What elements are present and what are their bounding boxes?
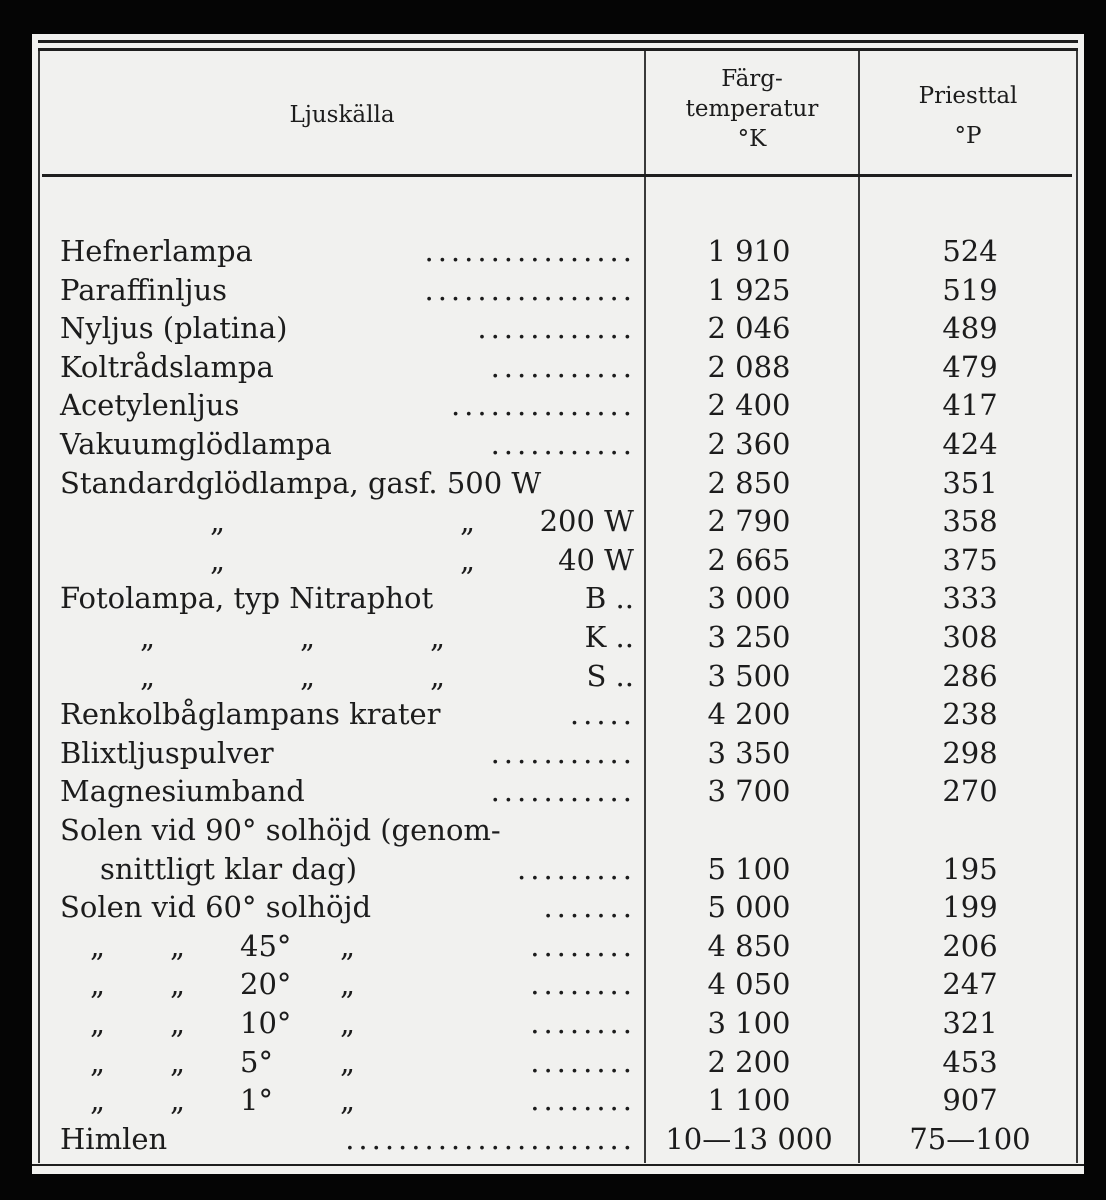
color-temperature-value: 4 050 xyxy=(707,967,791,1002)
header-temp-line1: Färg- xyxy=(721,66,783,92)
row-label: Acetylenljus xyxy=(60,388,240,423)
priest-value: 321 xyxy=(942,1006,998,1040)
table-row xyxy=(32,927,1084,965)
leader-dots: ........ xyxy=(530,1083,636,1118)
ditto-mark: „ xyxy=(430,658,446,693)
priest-value: 489 xyxy=(942,311,998,346)
table-row xyxy=(32,1081,1084,1119)
header-rule xyxy=(42,174,1072,177)
priest-value: 75—100 xyxy=(909,1121,1031,1156)
table-row xyxy=(32,618,1084,656)
ditto-mark: „ xyxy=(340,1044,356,1079)
header-priesttal xyxy=(860,76,1076,156)
table-row xyxy=(32,579,1084,617)
color-temperature-value: 2 046 xyxy=(707,311,791,346)
priest-value: 308 xyxy=(942,620,998,654)
header-ljuskalla: Ljuskälla xyxy=(289,102,395,128)
header-priest-unit: °P xyxy=(954,123,982,149)
priest-value: 424 xyxy=(942,427,998,461)
priest-value: 524 xyxy=(942,234,998,268)
color-temperature-value: 1 910 xyxy=(707,234,791,268)
row-label: Himlen xyxy=(60,1121,168,1156)
leader-dots: ........ xyxy=(530,1006,636,1040)
table-slide xyxy=(32,34,1084,1174)
leader-dots: ........... xyxy=(490,349,636,384)
leader-dots: ........... xyxy=(490,774,636,809)
sun-altitude: 1° xyxy=(240,1083,273,1118)
leader-dots: ..... xyxy=(569,697,636,732)
sun-altitude: 20° xyxy=(240,967,292,1002)
table-row xyxy=(32,1004,1084,1042)
leader-dots: ........... xyxy=(490,735,636,770)
priest-value: 351 xyxy=(942,465,998,500)
ditto-mark: „ xyxy=(90,1006,106,1040)
color-temperature-value: 3 700 xyxy=(707,774,791,809)
priest-value: 479 xyxy=(942,349,998,384)
table-row xyxy=(32,965,1084,1003)
leader-dots: ........ xyxy=(530,967,636,1002)
color-temperature-value: 4 200 xyxy=(707,697,791,732)
table-row xyxy=(32,541,1084,579)
row-suffix: B .. xyxy=(585,581,634,616)
priest-value: 375 xyxy=(942,542,998,577)
color-temperature-value: 10—13 000 xyxy=(665,1121,833,1156)
row-label: Solen vid 60° solhöjd xyxy=(60,890,372,925)
table-row xyxy=(32,657,1084,695)
color-temperature-value: 3 500 xyxy=(707,658,791,693)
row-label: Koltrådslampa xyxy=(60,349,274,384)
ditto-mark: „ xyxy=(210,542,226,577)
leader-dots: .............. xyxy=(450,388,636,423)
color-temperature-value: 3 350 xyxy=(707,735,791,770)
color-temperature-value: 2 088 xyxy=(707,349,791,384)
priest-value: 453 xyxy=(942,1044,998,1079)
priest-value: 907 xyxy=(942,1083,998,1118)
row-suffix: 40 W xyxy=(558,542,634,577)
priest-value: 199 xyxy=(942,890,998,925)
row-label: Magnesiumband xyxy=(60,774,305,809)
table-row xyxy=(32,772,1084,810)
row-label: Blixtljuspulver xyxy=(60,735,274,770)
ditto-mark: „ xyxy=(460,504,476,539)
header-temp-unit: °K xyxy=(737,126,767,152)
priest-value: 195 xyxy=(942,851,998,886)
leader-dots: ...................... xyxy=(345,1121,636,1156)
priest-value: 238 xyxy=(942,697,998,732)
ditto-mark: „ xyxy=(90,1044,106,1079)
leader-dots: ................ xyxy=(424,272,636,307)
color-temperature-value: 5 100 xyxy=(707,851,791,886)
table-row xyxy=(32,464,1084,502)
leader-dots: ........... xyxy=(490,427,636,461)
color-temperature-value: 4 850 xyxy=(707,928,791,963)
ditto-mark: „ xyxy=(340,967,356,1002)
leader-dots: ........ xyxy=(530,1044,636,1079)
ditto-mark: „ xyxy=(90,967,106,1002)
ditto-mark: „ xyxy=(340,928,356,963)
leader-dots: ......... xyxy=(517,851,636,886)
color-temperature-value: 3 000 xyxy=(707,581,791,616)
header-priest-line1: Priesttal xyxy=(918,83,1018,109)
ditto-mark: „ xyxy=(90,1083,106,1118)
ditto-mark: „ xyxy=(340,1006,356,1040)
priest-value: 519 xyxy=(942,272,998,307)
leader-dots: ............ xyxy=(477,311,636,346)
ditto-mark: „ xyxy=(300,658,316,693)
row-label: Paraffinljus xyxy=(60,272,228,307)
ditto-mark: „ xyxy=(210,504,226,539)
row-label: Vakuumglödlampa xyxy=(60,427,332,461)
color-temperature-value: 3 100 xyxy=(707,1006,791,1040)
color-temperature-value: 2 200 xyxy=(707,1044,791,1079)
row-suffix: K .. xyxy=(584,620,634,654)
top-rule-inner xyxy=(38,48,1078,51)
leader-dots: ................ xyxy=(424,234,636,268)
row-suffix: S .. xyxy=(586,658,634,693)
row-label: Renkolbåglampans krater xyxy=(60,697,441,732)
ditto-mark: „ xyxy=(140,620,156,654)
ditto-mark: „ xyxy=(170,928,186,963)
row-label: Solen vid 90° solhöjd (genom- xyxy=(60,813,501,847)
row-label: snittligt klar dag) xyxy=(100,851,358,886)
leader-dots: ....... xyxy=(543,890,636,925)
table-row xyxy=(32,425,1084,463)
ditto-mark: „ xyxy=(170,967,186,1002)
color-temperature-value: 2 360 xyxy=(707,427,791,461)
table-row xyxy=(32,1043,1084,1081)
color-temperature-value: 1 100 xyxy=(707,1083,791,1118)
table-row xyxy=(32,1120,1084,1158)
color-temperature-value: 2 665 xyxy=(707,542,791,577)
top-rule xyxy=(38,40,1078,43)
header-fargtemperatur xyxy=(646,64,858,154)
row-label: Fotolampa, typ Nitraphot xyxy=(60,581,434,616)
ditto-mark: „ xyxy=(460,542,476,577)
color-temperature-value: 3 250 xyxy=(707,620,791,654)
color-temperature-value: 2 400 xyxy=(707,388,791,423)
priest-value: 333 xyxy=(942,581,998,616)
table-row xyxy=(32,734,1084,772)
row-suffix: 200 W xyxy=(539,504,634,539)
table-row xyxy=(32,271,1084,309)
ditto-mark: „ xyxy=(170,1044,186,1079)
sun-altitude: 5° xyxy=(240,1044,273,1079)
table-row xyxy=(32,348,1084,386)
color-temperature-value: 1 925 xyxy=(707,272,791,307)
sun-altitude: 45° xyxy=(240,928,292,963)
table-row xyxy=(32,502,1084,540)
priest-value: 298 xyxy=(942,735,998,770)
table-row xyxy=(32,850,1084,888)
table-row xyxy=(32,695,1084,733)
ditto-mark: „ xyxy=(90,928,106,963)
ditto-mark: „ xyxy=(340,1083,356,1118)
row-label: Nyljus (platina) xyxy=(60,311,288,346)
table-row xyxy=(32,309,1084,347)
row-label: Standardglödlampa, gasf. 500 W xyxy=(60,465,542,500)
color-temperature-value: 5 000 xyxy=(707,890,791,925)
priest-value: 247 xyxy=(942,967,998,1002)
table-row xyxy=(32,888,1084,926)
ditto-mark: „ xyxy=(430,620,446,654)
header-temp-line2: temperatur xyxy=(685,96,819,122)
priest-value: 358 xyxy=(942,504,998,539)
priest-value: 286 xyxy=(942,658,998,693)
priest-value: 270 xyxy=(942,774,998,809)
ditto-mark: „ xyxy=(170,1006,186,1040)
ditto-mark: „ xyxy=(170,1083,186,1118)
ditto-mark: „ xyxy=(300,620,316,654)
table-row xyxy=(32,811,1084,849)
ditto-mark: „ xyxy=(140,658,156,693)
row-label: Hefnerlampa xyxy=(60,234,253,268)
sun-altitude: 10° xyxy=(240,1006,292,1040)
priest-value: 206 xyxy=(942,928,998,963)
bottom-rule xyxy=(32,1164,1084,1166)
color-temperature-value: 2 790 xyxy=(707,504,791,539)
leader-dots: ........ xyxy=(530,928,636,963)
color-temperature-value: 2 850 xyxy=(707,465,791,500)
priest-value: 417 xyxy=(942,388,998,423)
table-row xyxy=(32,232,1084,270)
table-row xyxy=(32,386,1084,424)
